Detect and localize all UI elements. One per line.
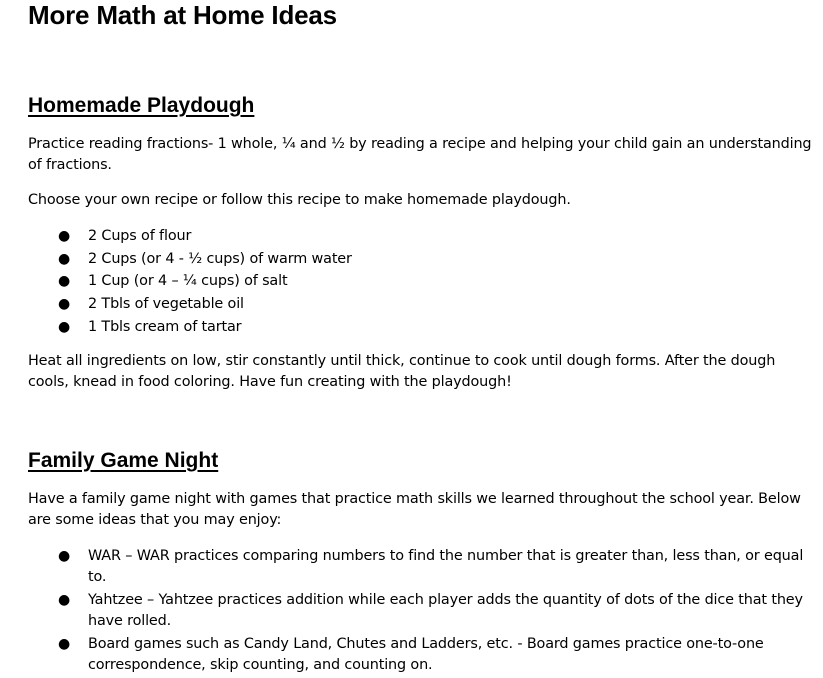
list-item: ● Board games such as Candy Land, Chutes and Ladders, etc. - Board games practice one-to-one correspondence, skip counting, and counting on. [58,636,764,673]
section-heading-playdough: Homemade Playdough [28,94,255,117]
document-page [28,0,813,673]
page-title: More Math at Home Ideas [28,0,337,30]
list-item: ● WAR – WAR practices comparing numbers to find the number that is greater than, less than, or equal to. [58,548,804,585]
bullet-icon: ● [58,296,71,313]
game-night-intro: Have a family game night with games that practice math skills we learned throughout the school year. Below are some ideas that you may enjoy: [28,491,801,528]
list-item: ● 1 Cup (or 4 – ¼ cups) of salt [28,271,352,292]
bullet-icon: ● [58,318,71,335]
playdough-intro: Practice reading fractions- 1 whole, ¼ and ½ by reading a recipe and helping your child gain an understanding of fractions. [28,136,812,173]
bullet-icon: ● [58,273,71,290]
recipe-list [28,226,352,339]
bullet-icon: ● [58,636,71,652]
list-item: ● Yahtzee – Yahtzee practices addition while each player adds the quantity of dots of the dice that they have rolled. [58,592,803,629]
list-item: ● 1 Tbls cream of tartar [28,317,352,338]
playdough-instruction: Choose your own recipe or follow this recipe to make homemade playdough. [28,192,571,208]
playdough-closing: Heat all ingredients on low, stir constantly until thick, continue to cook until dough forms. After the dough cools, knead in food coloring. Have fun creating with the playdough! [28,353,776,390]
bullet-icon: ● [58,592,71,608]
list-item: ● 2 Cups (or 4 - ½ cups) of warm water [28,249,352,270]
bullet-icon: ● [58,548,71,564]
section-heading-game-night: Family Game Night [28,449,219,472]
games-list [28,546,813,678]
list-item: ● 2 Tbls of vegetable oil [28,294,352,315]
bullet-icon: ● [58,250,71,267]
list-item: ● 2 Cups of flour [28,226,352,247]
bullet-icon: ● [58,228,71,244]
